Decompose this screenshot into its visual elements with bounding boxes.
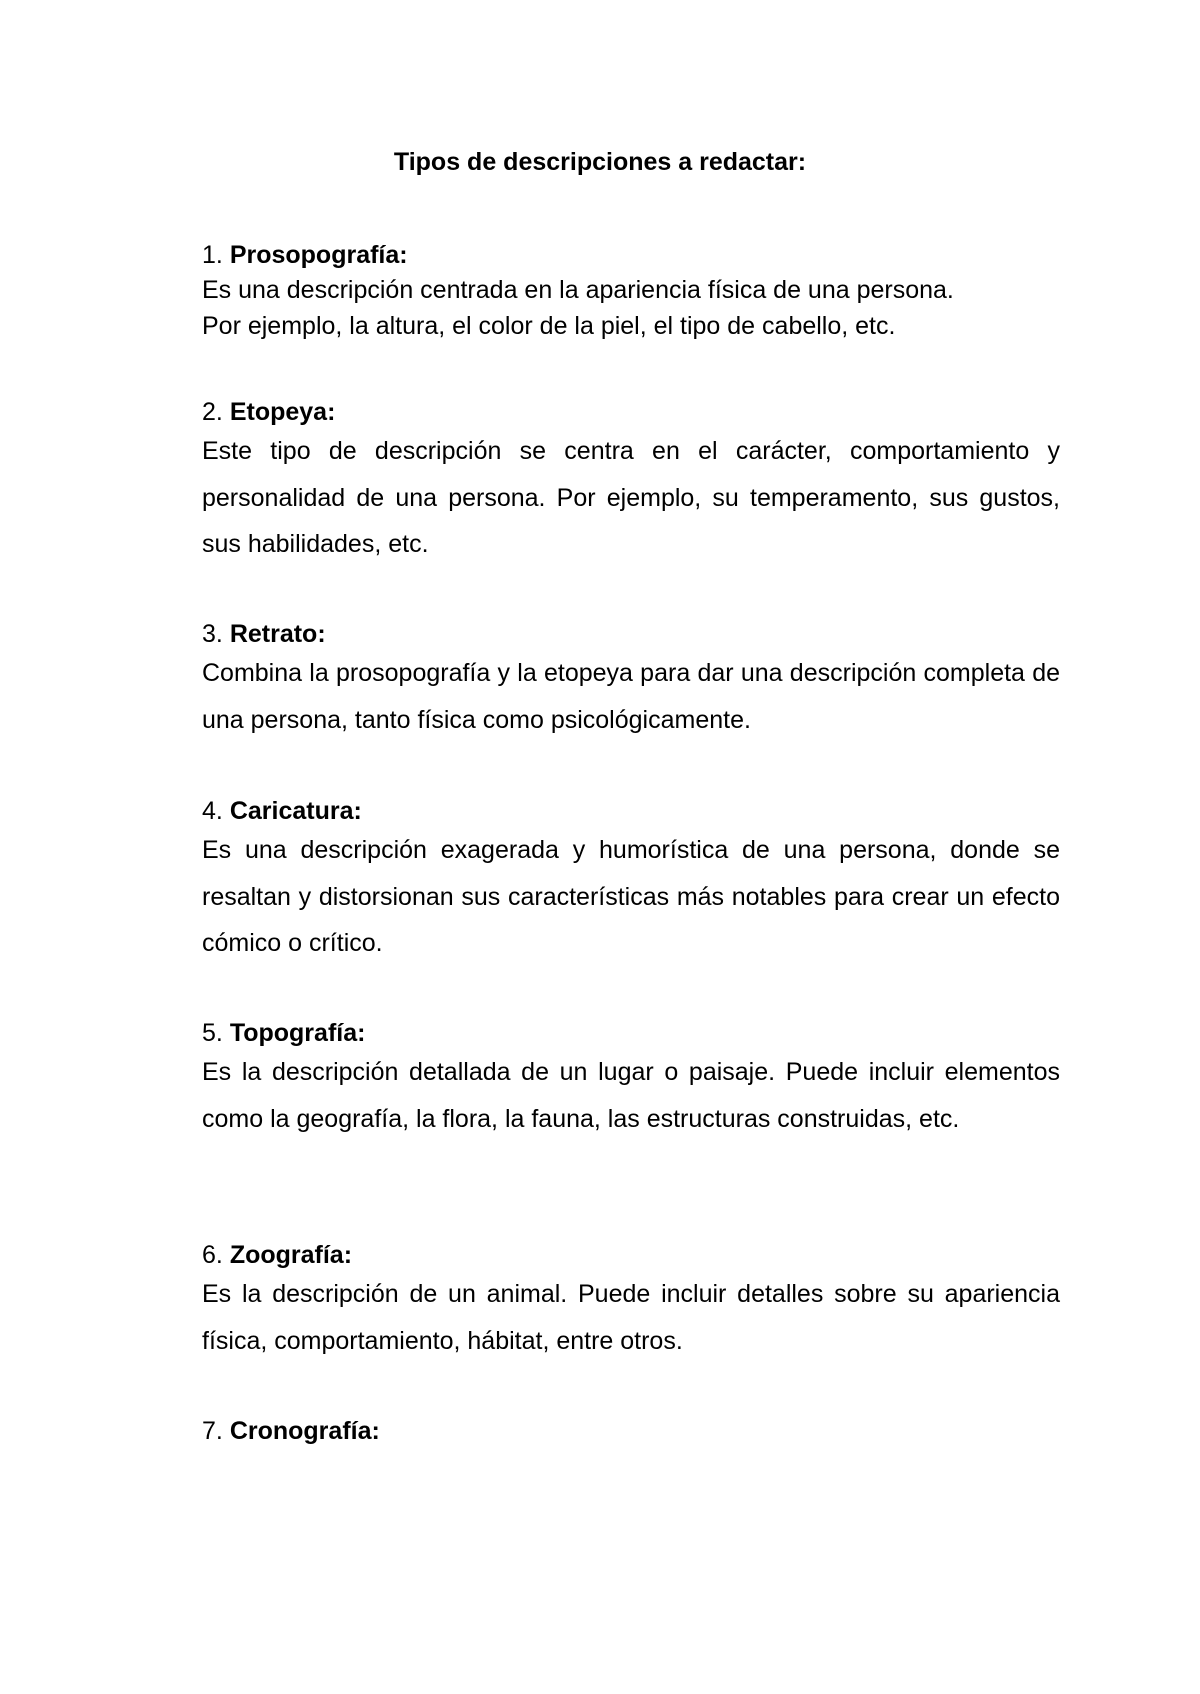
item-number: 6. xyxy=(202,1241,223,1269)
item-heading xyxy=(202,1017,1060,1049)
document-title: Tipos de descripciones a redactar: xyxy=(393,148,807,176)
item-number: 7. xyxy=(202,1417,223,1445)
item-term: Topografía: xyxy=(229,1019,366,1047)
item-number: 5. xyxy=(202,1019,223,1047)
item-heading xyxy=(202,795,1060,827)
item-text: Combina la prosopografía y la etopeya para dar una descripción completa de una persona, tanto física como psicológicamente. xyxy=(202,659,1060,734)
item-number: 1. xyxy=(202,241,223,269)
description-type-item xyxy=(202,1415,1060,1447)
item-heading xyxy=(202,618,1060,650)
item-heading xyxy=(202,1239,1060,1271)
item-heading xyxy=(202,239,1060,271)
item-number: 4. xyxy=(202,797,223,825)
item-term: Cronografía: xyxy=(229,1417,380,1445)
description-type-item xyxy=(202,1017,1060,1142)
item-text: Es una descripción exagerada y humorística de una persona, donde se resaltan y distorsionan sus características más notables para crear un efecto cómico o crítico. xyxy=(202,836,1060,957)
item-term: Zoografía: xyxy=(229,1241,353,1269)
item-term: Etopeya: xyxy=(229,398,336,426)
description-type-item xyxy=(202,396,1060,568)
item-text: Este tipo de descripción se centra en el carácter, comportamiento y personalidad de una persona. Por ejemplo, su temperamento, sus gustos, sus habilidades, etc. xyxy=(202,437,1060,558)
description-type-item xyxy=(202,795,1060,967)
item-text-line: Por ejemplo, la altura, el color de la piel, el tipo de cabello, etc. xyxy=(202,312,896,340)
item-text-line: Es una descripción centrada en la apariencia física de una persona. xyxy=(202,276,954,304)
item-number: 2. xyxy=(202,398,223,426)
item-text: Es la descripción detallada de un lugar o paisaje. Puede incluir elementos como la geografía, la flora, la fauna, las estructuras construidas, etc. xyxy=(202,1058,1060,1133)
item-heading xyxy=(202,1415,1060,1447)
description-type-item xyxy=(202,618,1060,743)
item-text xyxy=(202,272,1060,344)
description-type-item xyxy=(202,1239,1060,1364)
item-term: Prosopografía: xyxy=(229,241,408,269)
item-text: Es la descripción de un animal. Puede incluir detalles sobre su apariencia física, comportamiento, hábitat, entre otros. xyxy=(202,1280,1060,1355)
item-number: 3. xyxy=(202,620,223,648)
item-heading xyxy=(202,396,1060,428)
item-term: Retrato: xyxy=(229,620,326,648)
description-type-item xyxy=(202,239,1060,344)
item-term: Caricatura: xyxy=(229,797,362,825)
